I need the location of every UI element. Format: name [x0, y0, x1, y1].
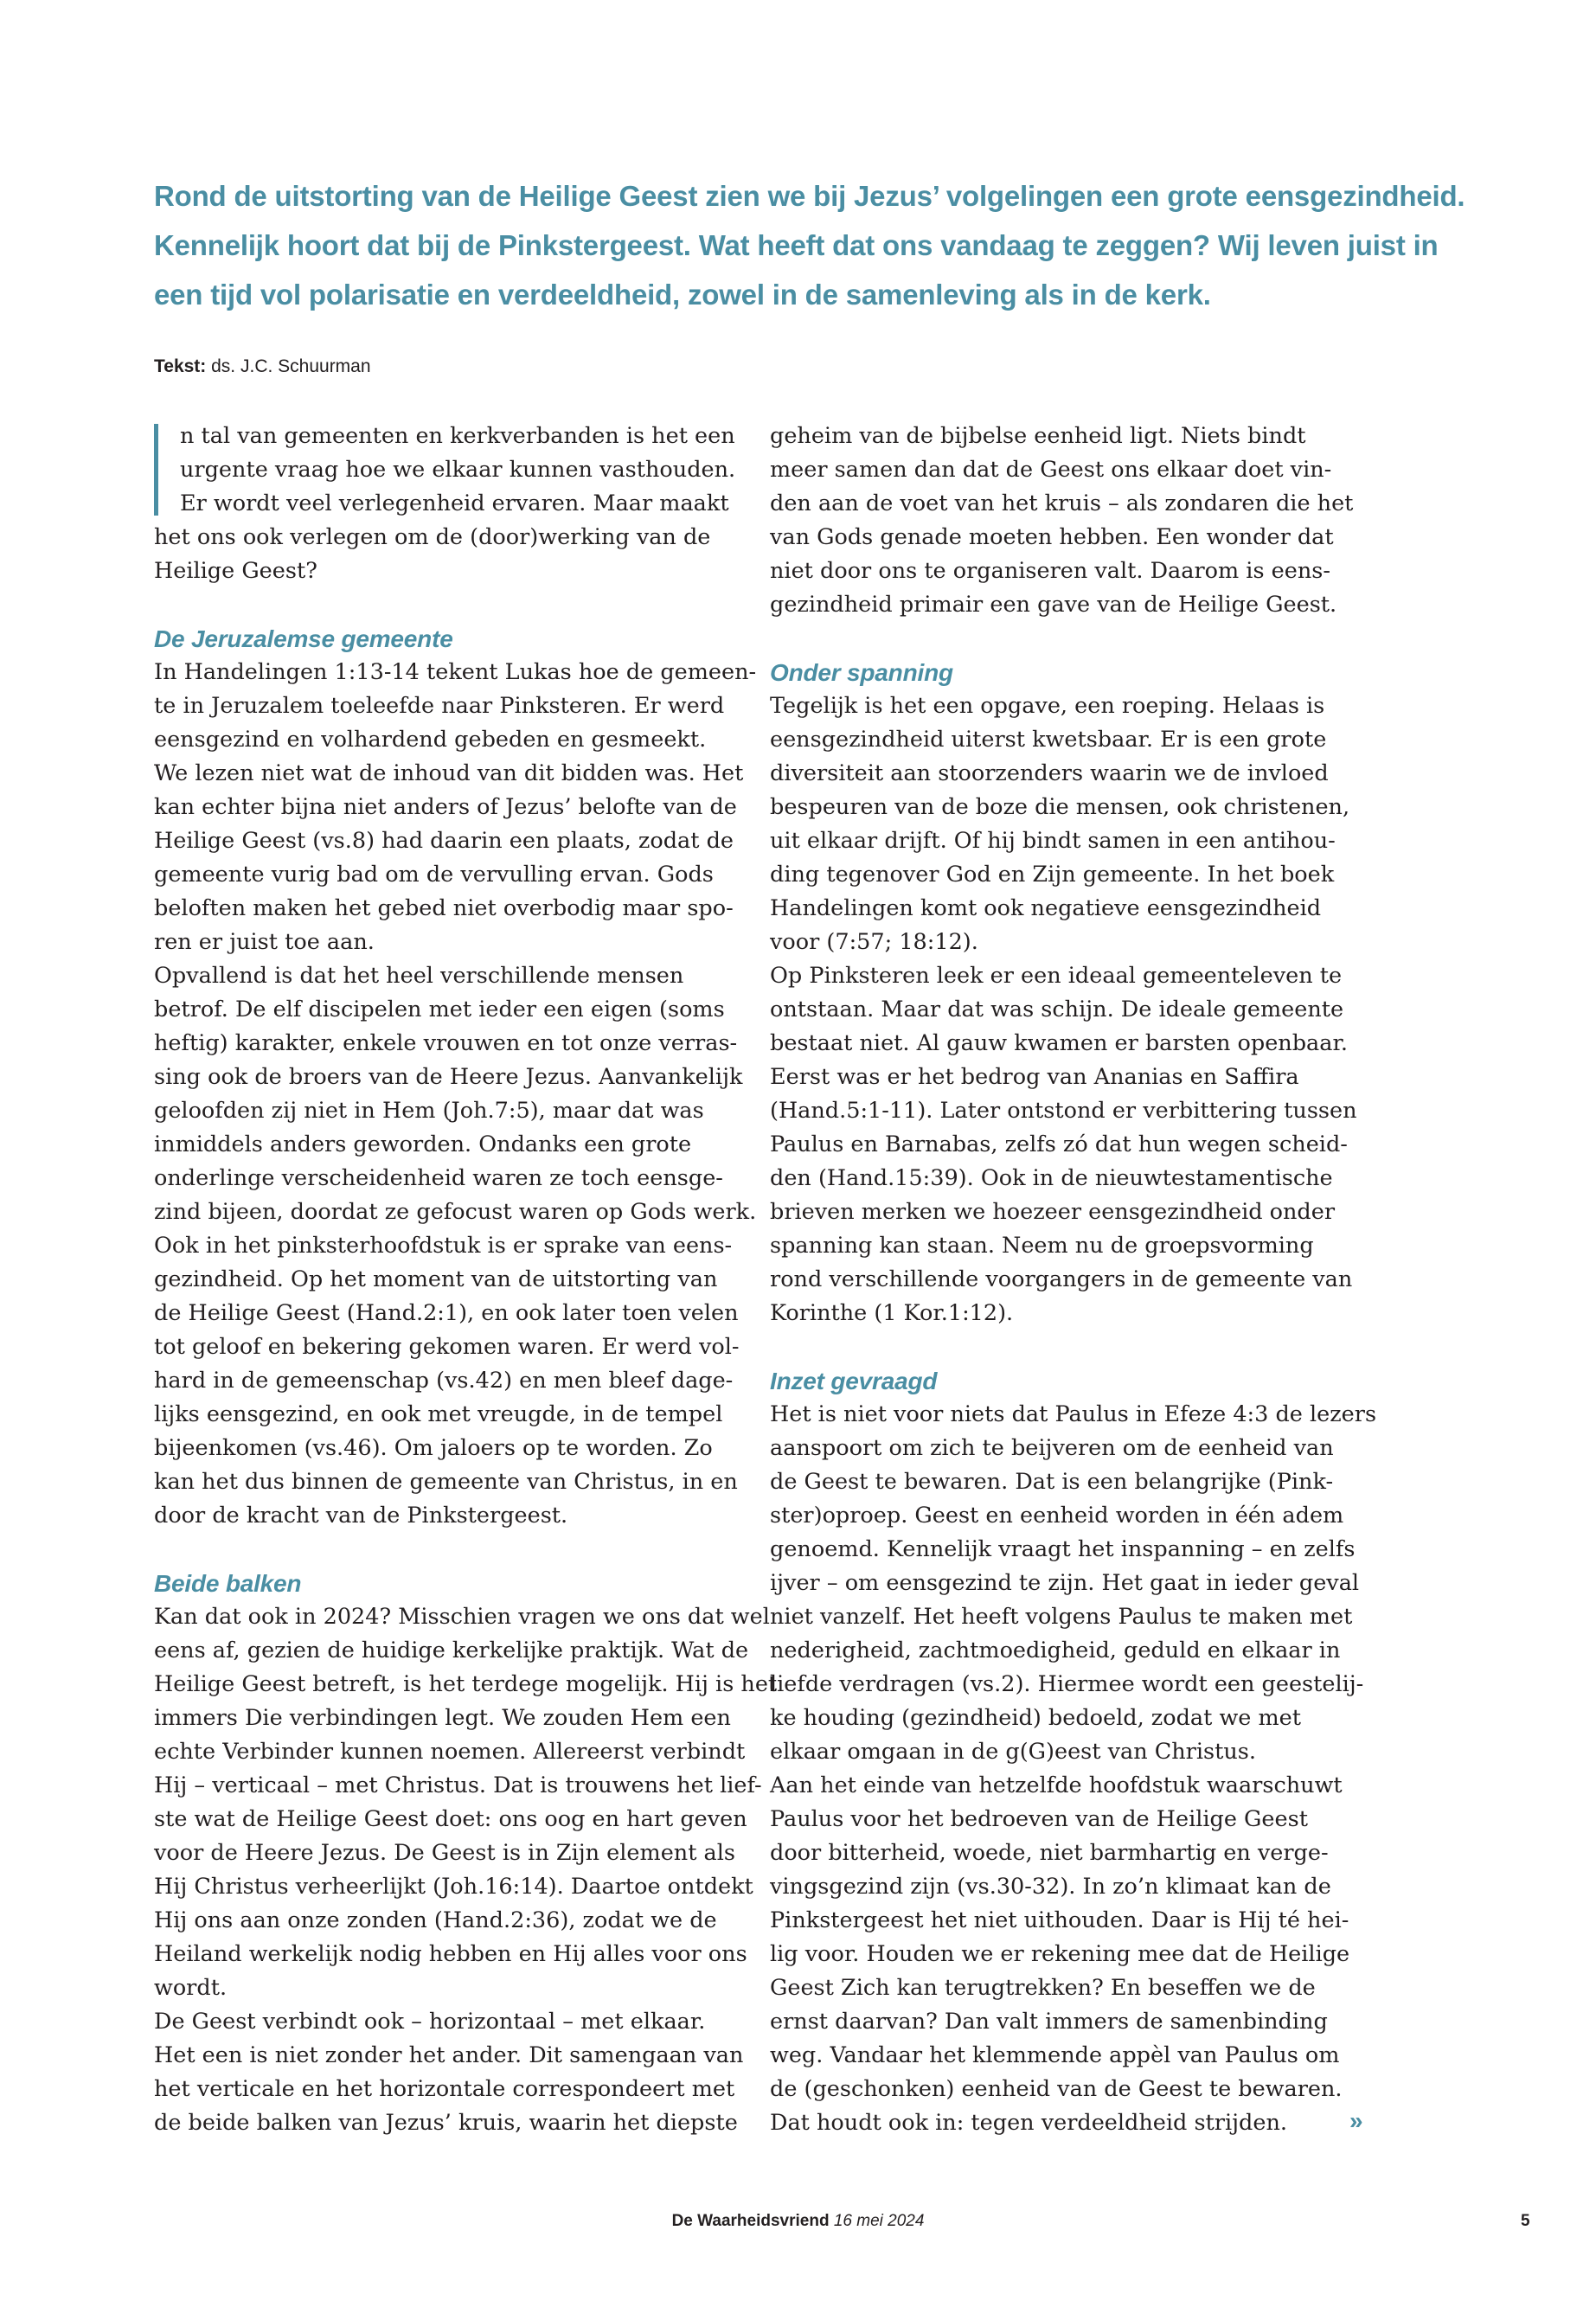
page-number: 5	[1521, 2212, 1530, 2230]
paragraph	[154, 656, 757, 959]
byline	[154, 356, 371, 377]
text-line: Hij Christus verheerlijkt (Joh.16:14). Daartoe ontdekt	[154, 1874, 753, 1900]
text-line: betrof. De elf discipelen met ieder een eigen (soms	[154, 997, 725, 1022]
text-line: Eerst was er het bedrog van Ananias en Saffira	[770, 1064, 1299, 1090]
paragraph	[770, 1398, 1377, 1769]
text-line: door bitterheid, woede, niet barmhartig en verge-	[770, 1840, 1329, 1866]
paragraph	[770, 959, 1367, 1330]
text-line: weg. Vandaar het klemmende appèl van Paulus om	[770, 2042, 1340, 2068]
text-line: inmiddels anders geworden. Ondanks een grote	[154, 1131, 692, 1157]
text-line: eensgezind en volhardend gebeden en gesmeekt.	[154, 727, 707, 753]
text-line: geheim van de bijbelse eenheid ligt. Niets bindt	[770, 423, 1306, 449]
text-line: Op Pinksteren leek er een ideaal gemeenteleven te	[770, 963, 1343, 989]
text-line: gemeente vurig bad om de vervulling ervan. Gods	[154, 862, 714, 888]
text-line: gezindheid primair een gave van de Heilige Geest.	[770, 592, 1337, 618]
text-line: Tegelijk is het een opgave, een roeping. Helaas is	[770, 693, 1325, 719]
text-line: Paulus voor het bedroeven van de Heilige Geest	[770, 1806, 1308, 1832]
text-line: Korinthe (1 Kor.1:12).	[770, 1300, 1014, 1326]
text-line: Heilige Geest betreft, is het terdege mogelijk. Hij is het	[154, 1671, 778, 1697]
intro-line: een tijd vol polarisatie en verdeeldheid, zowel in de samenleving als in de kerk.	[154, 279, 1211, 311]
text-line: ste wat de Heilige Geest doet: ons oog en hart geven	[154, 1806, 747, 1832]
text-line: Heiland werkelijk nodig hebben en Hij alles voor ons	[154, 1941, 747, 1967]
continue-mark: »	[1349, 2107, 1363, 2134]
text-line: Hij – verticaal – met Christus. Dat is trouwens het lief-	[154, 1772, 762, 1798]
text-line: de beide balken van Jezus’ kruis, waarin het diepste	[154, 2110, 738, 2136]
intro-line: Kennelijk hoort dat bij de Pinkstergeest. Wat heeft dat ons vandaag te zeggen? Wij leven juist in	[154, 229, 1439, 261]
text-line: Ook in het pinksterhoofdstuk is er sprake van eens-	[154, 1233, 733, 1259]
text-line: het verticale en het horizontale correspondeert met	[154, 2076, 735, 2102]
text-line: Heilige Geest (vs.8) had daarin een plaats, zodat de	[154, 828, 734, 854]
section-heading: Inzet gevraagd	[770, 1368, 938, 1394]
text-line: beloften maken het gebed niet overbodig maar spo-	[154, 895, 734, 921]
text-line: ding tegenover God en Zijn gemeente. In het boek	[770, 862, 1335, 888]
text-line: onderlinge verscheidenheid waren ze toch eensge-	[154, 1165, 723, 1191]
text-line: aanspoort om zich te beijveren om de eenheid van	[770, 1435, 1334, 1461]
text-line: ijver – om eensgezind te zijn. Het gaat in ieder geval	[770, 1570, 1360, 1596]
text-line: Het een is niet zonder het ander. Dit samengaan van	[154, 2042, 744, 2068]
text-line: bijeenkomen (vs.46). Om jaloers op te worden. Zo	[154, 1435, 713, 1461]
text-line: Handelingen komt ook negatieve eensgezindheid	[770, 895, 1322, 921]
text-line: liefde verdragen (vs.2). Hiermee wordt een geestelij-	[770, 1671, 1364, 1697]
text-line: heftig) karakter, enkele vrouwen en tot onze verras-	[154, 1030, 738, 1056]
text-line: de Heilige Geest (Hand.2:1), en ook later toen velen	[154, 1300, 739, 1326]
text-line: Pinkstergeest het niet uithouden. Daar is Hij té hei-	[770, 1907, 1349, 1933]
paragraph	[770, 420, 1367, 622]
text-line: voor (7:57; 18:12).	[770, 929, 978, 955]
text-line: wordt.	[154, 1975, 228, 2001]
footer-date: 16 mei 2024	[833, 2212, 925, 2230]
byline-author: ds. J.C. Schuurman	[206, 356, 371, 376]
drop-cap-bar	[154, 424, 158, 516]
text-line: te in Jeruzalem toeleefde naar Pinksteren. Er werd	[154, 693, 725, 719]
text-line: Dat houdt ook in: tegen verdeeldheid strijden.	[770, 2110, 1287, 2136]
section-heading: Beide balken	[154, 1570, 302, 1597]
text-line: elkaar omgaan in de g(G)eest van Christus.	[770, 1739, 1256, 1765]
text-line: zind bijeen, doordat ze gefocust waren op Gods werk.	[154, 1199, 757, 1225]
paragraph	[154, 1600, 778, 2005]
text-line: (Hand.5:1-11). Later ontstond er verbittering tussen	[770, 1098, 1357, 1124]
text-line: eensgezindheid uiterst kwetsbaar. Er is een grote	[770, 727, 1327, 753]
text-line: eens af, gezien de huidige kerkelijke praktijk. Wat de	[154, 1638, 749, 1663]
text-line: urgente vraag hoe we elkaar kunnen vasthouden.	[180, 457, 736, 483]
column-left	[154, 420, 778, 2140]
text-line: Paulus en Barnabas, zelfs zó dat hun wegen scheid-	[770, 1131, 1348, 1157]
text-line: lig voor. Houden we er rekening mee dat de Heilige	[770, 1941, 1350, 1967]
text-line: In Handelingen 1:13-14 tekent Lukas hoe de gemeen-	[154, 659, 757, 685]
text-line: rond verschillende voorgangers in de gemeente van	[770, 1266, 1353, 1292]
text-line: bespeuren van de boze die mensen, ook christenen,	[770, 794, 1350, 820]
text-line: Heilige Geest?	[154, 558, 317, 584]
text-line: We lezen niet wat de inhoud van dit bidden was. Het	[154, 760, 744, 786]
text-line: Hij ons aan onze zonden (Hand.2:36), zodat we de	[154, 1907, 717, 1933]
paragraph	[154, 959, 757, 1533]
text-line: Geest Zich kan terugtrekken? En beseffen we de	[770, 1975, 1316, 2001]
section-heading: De Jeruzalemse gemeente	[154, 625, 453, 652]
text-line: ke houding (gezindheid) bedoeld, zodat we met	[770, 1705, 1302, 1731]
footer	[0, 2212, 1596, 2231]
text-line: voor de Heere Jezus. De Geest is in Zijn element als	[154, 1840, 736, 1866]
text-line: Kan dat ook in 2024? Misschien vragen we ons dat wel	[154, 1604, 770, 1630]
text-line: geloofden zij niet in Hem (Joh.7:5), maar dat was	[154, 1098, 704, 1124]
text-line: Er wordt veel verlegenheid ervaren. Maar maakt	[180, 490, 729, 516]
text-line: niet door ons te organiseren valt. Daarom is eens-	[770, 558, 1330, 584]
text-line: sing ook de broers van de Heere Jezus. Aanvankelijk	[154, 1064, 743, 1090]
text-line: kan het dus binnen de gemeente van Christus, in en	[154, 1469, 738, 1495]
text-line: echte Verbinder kunnen noemen. Allereerst verbindt	[154, 1739, 746, 1765]
text-line: Aan het einde van hetzelfde hoofdstuk waarschuwt	[770, 1772, 1343, 1798]
text-line: De Geest verbindt ook – horizontaal – met elkaar.	[154, 2009, 706, 2035]
text-line: immers Die verbindingen legt. We zouden Hem een	[154, 1705, 731, 1731]
text-line: ren er juist toe aan.	[154, 929, 375, 955]
footer-publication: De Waarheidsvriend	[671, 2212, 830, 2230]
text-line: uit elkaar drijft. Of hij bindt samen in een antihou-	[770, 828, 1336, 854]
text-line: den aan de voet van het kruis – als zondaren die het	[770, 490, 1354, 516]
text-line: tot geloof en bekering gekomen waren. Er werd vol-	[154, 1334, 740, 1360]
intro-line: Rond de uitstorting van de Heilige Geest zien we bij Jezus’ volgelingen een grote eensgezindheid.	[154, 180, 1465, 212]
text-line: genoemd. Kennelijk vraagt het inspanning – en zelfs	[770, 1536, 1356, 1562]
text-line: kan echter bijna niet anders of Jezus’ belofte van de	[154, 794, 737, 820]
text-line: hard in de gemeenschap (vs.42) en men bleef dage-	[154, 1368, 734, 1394]
text-line: brieven merken we hoezeer eensgezindheid onder	[770, 1199, 1336, 1225]
intro-lead	[154, 171, 1465, 319]
text-line: vingsgezind zijn (vs.30-32). In zo’n klimaat kan de	[770, 1874, 1331, 1900]
section-heading: Onder spanning	[770, 659, 953, 686]
text-line: niet vanzelf. Het heeft volgens Paulus te maken met	[770, 1604, 1353, 1630]
text-line: spanning kan staan. Neem nu de groepsvorming	[770, 1233, 1314, 1259]
text-line: ster)oproep. Geest en eenheid worden in één adem	[770, 1503, 1344, 1529]
text-line: door de kracht van de Pinkstergeest.	[154, 1503, 568, 1529]
byline-label: Tekst:	[154, 356, 207, 376]
text-line: Het is niet voor niets dat Paulus in Efeze 4:3 de lezers	[770, 1401, 1377, 1427]
text-line: lijks eensgezind, en ook met vreugde, in de tempel	[154, 1401, 723, 1427]
text-line: de (geschonken) eenheid van de Geest te bewaren.	[770, 2076, 1343, 2102]
text-line: het ons ook verlegen om de (door)werking van de	[154, 524, 711, 550]
text-line: van Gods genade moeten hebben. Een wonder dat	[770, 524, 1334, 550]
text-line: bestaat niet. Al gauw kwamen er barsten openbaar.	[770, 1030, 1348, 1056]
text-line: gezindheid. Op het moment van de uitstorting van	[154, 1266, 718, 1292]
paragraph	[154, 2005, 751, 2140]
text-line: nederigheid, zachtmoedigheid, geduld en elkaar in	[770, 1638, 1341, 1663]
paragraph	[770, 689, 1367, 959]
paragraph	[770, 1769, 1367, 2140]
column-right	[770, 420, 1377, 2140]
text-line: Opvallend is dat het heel verschillende mensen	[154, 963, 684, 989]
text-line: ontstaan. Maar dat was schijn. De ideale gemeente	[770, 997, 1344, 1022]
text-line: de Geest te bewaren. Dat is een belangrijke (Pink-	[770, 1469, 1334, 1495]
text-line: den (Hand.15:39). Ook in de nieuwtestamentische	[770, 1165, 1333, 1191]
text-line: diversiteit aan stoorzenders waarin we de invloed	[770, 760, 1329, 786]
opening-paragraph	[154, 420, 751, 588]
text-line: meer samen dan dat de Geest ons elkaar doet vin-	[770, 457, 1332, 483]
text-line: n tal van gemeenten en kerkverbanden is het een	[180, 423, 735, 449]
text-line: ernst daarvan? Dan valt immers de samenbinding	[770, 2009, 1328, 2035]
